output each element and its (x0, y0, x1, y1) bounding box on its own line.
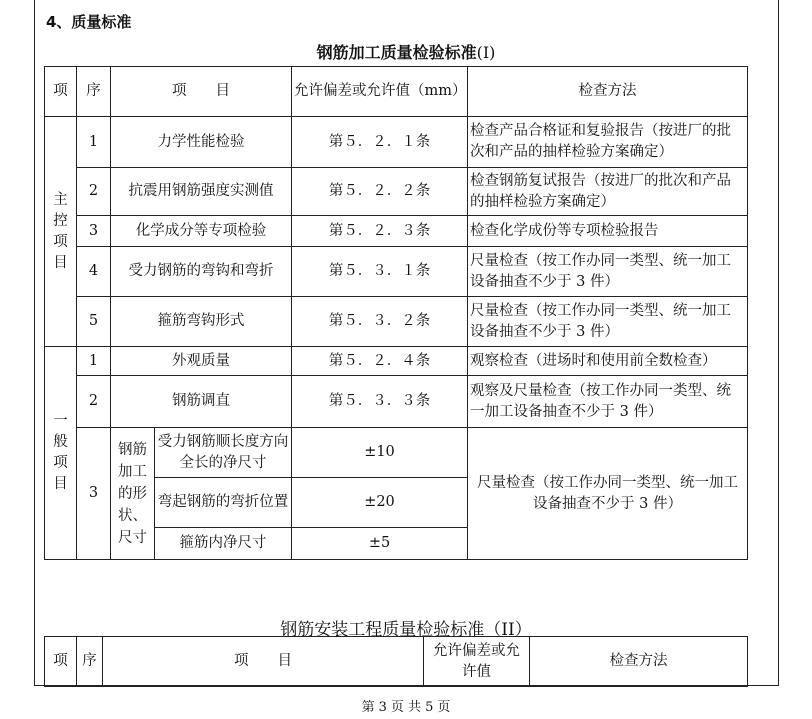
section-title: 4、质量标准 (46, 13, 132, 31)
table-row (45, 297, 748, 347)
header-item: 项 (45, 67, 77, 117)
row-seq: 5 (77, 297, 111, 347)
rebar-processing-table (44, 66, 748, 560)
row-seq: 1 (77, 347, 111, 376)
main-group-label: 主控项目 (45, 117, 77, 347)
row-tolerance: 第５．２．１条 (292, 117, 468, 168)
shape-group-label: 钢筋加工的形状、尺寸 (111, 428, 155, 560)
sub-item-tolerance: ±20 (292, 478, 468, 528)
header-method: 检查方法 (468, 67, 748, 117)
sub-item-tolerance: ±5 (292, 528, 468, 560)
row-seq: 2 (77, 168, 111, 216)
table2-caption: 钢筋安装工程质量检验标准（II） (280, 620, 532, 640)
row-seq: 3 (77, 216, 111, 247)
table-header-row (45, 67, 748, 117)
row-tolerance: 第５．２．３条 (292, 216, 468, 247)
table-row (45, 428, 748, 478)
row-project: 力学性能检验 (111, 117, 292, 168)
header-seq: 序 (77, 67, 111, 117)
table1-caption-main: 钢筋加工质量检验标准 (316, 43, 477, 62)
table-row (45, 376, 748, 428)
table-header-row (45, 637, 748, 687)
footer-page-number: 3 (378, 700, 387, 715)
row-project: 抗震用钢筋强度实测值 (111, 168, 292, 216)
footer-prefix: 第 (361, 700, 375, 715)
row-tolerance: 第５．３．３条 (292, 376, 468, 428)
row-project: 外观质量 (111, 347, 292, 376)
row-project: 化学成分等专项检验 (111, 216, 292, 247)
rebar-installation-table (44, 636, 748, 687)
row-method: 检查钢筋复试报告（按进厂的批次和产品的抽样检验方案确定） (468, 168, 748, 216)
header-project: 项 目 (111, 67, 292, 117)
footer-mid: 页 共 (390, 700, 422, 715)
sub-item-tolerance: ±10 (292, 428, 468, 478)
header-tolerance: 允许偏差或允许值（mm） (292, 67, 468, 117)
header-tolerance: 允许偏差或允许值 (424, 637, 530, 687)
table-row (45, 347, 748, 376)
row-project: 受力钢筋的弯钩和弯折 (111, 247, 292, 297)
row-tolerance: 第５．２．４条 (292, 347, 468, 376)
header-project: 项 目 (103, 637, 424, 687)
sub-item-name: 受力钢筋顺长度方向全长的净尺寸 (155, 428, 292, 478)
table-row (45, 216, 748, 247)
row-tolerance: 第５．３．２条 (292, 297, 468, 347)
row-project: 钢筋调直 (111, 376, 292, 428)
sub-item-name: 弯起钢筋的弯折位置 (155, 478, 292, 528)
row-tolerance: 第５．２．２条 (292, 168, 468, 216)
row-method: 检查化学成份等专项检验报告 (468, 216, 748, 247)
row-seq: 1 (77, 117, 111, 168)
row-method: 检查产品合格证和复验报告（按进厂的批次和产品的抽样检验方案确定） (468, 117, 748, 168)
sub-item-name: 箍筋内净尺寸 (155, 528, 292, 560)
row-method: 观察检查（进场时和使用前全数检查） (468, 347, 748, 376)
header-item: 项 (45, 637, 77, 687)
row-seq: 3 (77, 428, 111, 560)
row-seq: 4 (77, 247, 111, 297)
row-method: 尺量检查（按工作办同一类型、统一加工设备抽查不少于 3 件） (468, 297, 748, 347)
table-row (45, 247, 748, 297)
row-method: 观察及尺量检查（按工作办同一类型、统一加工设备抽查不少于 3 件） (468, 376, 748, 428)
row-seq: 2 (77, 376, 111, 428)
table-row (45, 168, 748, 216)
footer-total-pages: 5 (425, 700, 434, 715)
shape-method: 尺量检查（按工作办同一类型、统一加工设备抽查不少于 3 件） (468, 428, 748, 560)
header-method: 检查方法 (530, 637, 748, 687)
table-row (45, 117, 748, 168)
table1-caption (0, 40, 812, 63)
footer-suffix: 页 (437, 700, 451, 715)
row-project: 箍筋弯钩形式 (111, 297, 292, 347)
header-seq: 序 (77, 637, 103, 687)
row-tolerance: 第５．３．１条 (292, 247, 468, 297)
table1-caption-suffix: (I) (476, 43, 496, 62)
row-method: 尺量检查（按工作办同一类型、统一加工设备抽查不少于 3 件） (468, 247, 748, 297)
general-group-label: 一般项目 (45, 347, 77, 560)
page-footer (0, 696, 812, 715)
